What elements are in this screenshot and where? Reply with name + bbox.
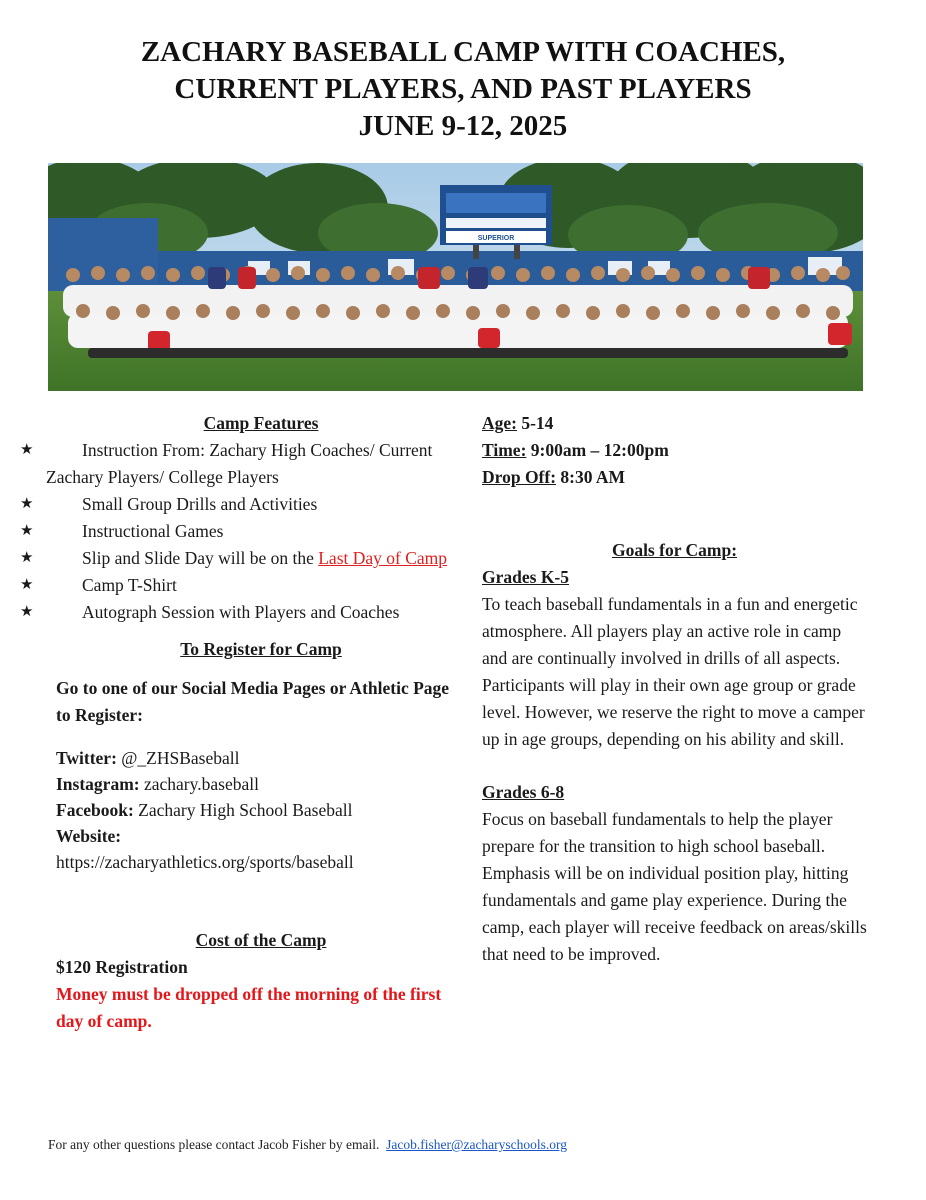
star-icon: ★ (20, 442, 34, 458)
cost-heading: Cost of the Camp (195, 930, 327, 950)
team-photo-illustration (48, 163, 863, 391)
age-line (482, 410, 867, 437)
star-icon: ★ (20, 496, 34, 512)
feature-text: Instructional Games (82, 521, 224, 541)
left-column (20, 410, 466, 1035)
registration-price: $120 Registration (56, 957, 188, 977)
team-photo (48, 163, 863, 391)
footer-text: For any other questions please contact Jacob Fisher by email. (48, 1137, 380, 1152)
goals-heading: Goals for Camp: (611, 540, 738, 560)
time-label: Time: (482, 440, 527, 460)
twitter-handle[interactable]: @_ZHSBaseball (121, 748, 240, 768)
footer-contact (48, 1136, 878, 1154)
feature-item (20, 437, 466, 491)
title-line-1: ZACHARY BASEBALL CAMP WITH COACHES, (140, 36, 786, 68)
facebook-page[interactable]: Zachary High School Baseball (138, 800, 353, 820)
feature-text: Autograph Session with Players and Coaches (82, 602, 400, 622)
time-value: 9:00am – 12:00pm (530, 440, 669, 460)
last-day-link[interactable]: Last Day of Camp (318, 548, 448, 568)
feature-item (20, 599, 466, 626)
scoreboard-brand: SUPERIOR (477, 235, 515, 242)
facebook-line (56, 797, 466, 823)
feature-text: Instruction From: Zachary High Coaches/ Current Zachary Players/ College Players (46, 440, 433, 487)
instagram-handle[interactable]: zachary.baseball (143, 774, 259, 794)
social-links (56, 745, 466, 875)
website-label: Website: (56, 826, 122, 846)
star-icon: ★ (20, 550, 34, 566)
title-line-3: JUNE 9-12, 2025 (358, 110, 568, 142)
feature-text: Small Group Drills and Activities (82, 494, 318, 514)
star-icon: ★ (20, 604, 34, 620)
register-intro: Go to one of our Social Media Pages or Athletic Page to Register: (56, 678, 450, 725)
grades-k5-text: To teach baseball fundamentals in a fun and energetic atmosphere. All players play an active role in camp and are continually involved in drills of all aspects. Participants will play in their own age group or grade level. However, we reserve the right to move a camper up in age groups, depending on his ability and skill. (482, 594, 865, 749)
feature-item (20, 491, 466, 518)
right-column (482, 410, 867, 968)
feature-text: Camp T-Shirt (82, 575, 177, 595)
register-heading: To Register for Camp (180, 639, 342, 659)
instagram-label: Instagram: (56, 774, 140, 794)
dropoff-value: 8:30 AM (560, 467, 626, 487)
feature-item (20, 545, 466, 572)
feature-item (20, 572, 466, 599)
twitter-line (56, 745, 466, 771)
slip-slide-text: Slip and Slide Day will be on the (82, 548, 314, 568)
grades-6-8-text: Focus on baseball fundamentals to help the player prepare for the transition to high school baseball. Emphasis will be on individual position play, hitting fundamentals and game play experience. During the camp, each player will receive feedback on areas/skills that need to be improved. (482, 809, 867, 964)
camp-features-list (20, 437, 466, 626)
website-url[interactable]: https://zacharyathletics.org/sports/baseball (56, 852, 354, 872)
camp-features-heading: Camp Features (203, 413, 319, 433)
twitter-label: Twitter: (56, 748, 117, 768)
time-line (482, 437, 867, 464)
payment-note: Money must be dropped off the morning of the first day of camp. (56, 984, 442, 1031)
dropoff-line (482, 464, 867, 491)
star-icon: ★ (20, 577, 34, 593)
feature-item (20, 518, 466, 545)
grades-k5-heading: Grades K-5 (482, 567, 570, 587)
feature-text (46, 545, 466, 572)
instagram-line (56, 771, 466, 797)
star-icon: ★ (20, 523, 34, 539)
facebook-label: Facebook: (56, 800, 134, 820)
dropoff-label: Drop Off: (482, 467, 557, 487)
grades-6-8-heading: Grades 6-8 (482, 782, 565, 802)
contact-email-link[interactable]: Jacob.fisher@zacharyschools.org (386, 1137, 568, 1152)
title-line-2: CURRENT PLAYERS, AND PAST PLAYERS (174, 73, 752, 105)
age-label: Age: (482, 413, 517, 433)
page-title (0, 34, 926, 145)
age-value: 5-14 (521, 413, 554, 433)
